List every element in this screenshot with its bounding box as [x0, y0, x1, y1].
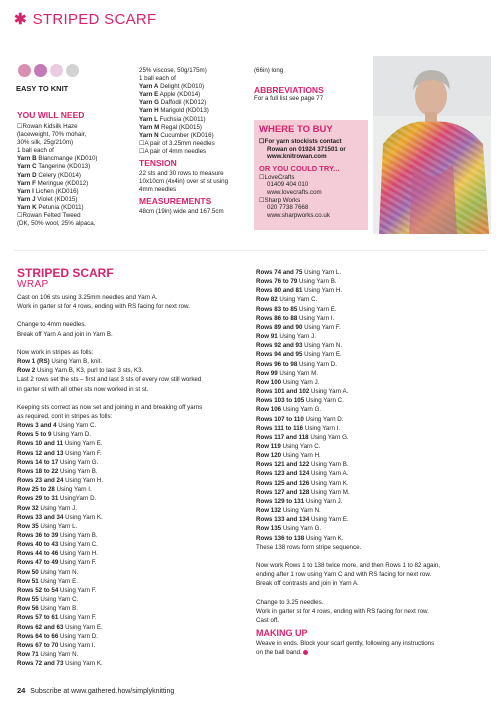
text-line: [256, 552, 488, 561]
text-line: Yarn I Lichen (KD016): [17, 187, 79, 195]
text-line: www.sharpworks.co.uk: [267, 211, 330, 219]
page-title: STRIPED SCARF: [32, 10, 157, 28]
text-line: Rows 83 to 85 Using Yarn E.: [256, 305, 337, 313]
text-line: [17, 394, 247, 403]
text-line: Weave in ends. Block your scarf gently, following any instructions: [256, 640, 435, 648]
difficulty-label: EASY TO KNIT: [16, 84, 69, 93]
text-line: Rows 76 to 79 Using Yarn B.: [256, 278, 337, 286]
text-line: 01409 404 010: [267, 181, 309, 189]
text-line: Rows 12 and 13 Using Yarn F.: [17, 449, 102, 457]
text-line: www.knitrowan.com: [267, 153, 327, 161]
materials-list: [139, 67, 241, 156]
text-line: Rows 121 and 122 Using Yarn B.: [256, 461, 349, 469]
text-line: Cast off.: [256, 616, 279, 624]
text-line: Rows 3 and 4 Using Yarn C.: [17, 422, 97, 430]
text-line: Yarn C Tangerine (KD013): [17, 163, 91, 171]
text-line: Now work Rows 1 to 138 twice more, and then Rows 1 to 82 again,: [256, 561, 440, 569]
text-line: Rows 23 and 24 Using Yarn H.: [17, 477, 104, 485]
text-line: Change to 4mm needles.: [17, 321, 87, 329]
making-up-title: MAKING UP: [256, 628, 308, 639]
text-line: Rows 103 to 105 Using Yarn C.: [256, 397, 344, 405]
text-line: Keeping sts correct as now set and joining in and breaking off yarns: [17, 403, 203, 411]
text-line: (DK, 50% wool, 25% alpaca,: [17, 220, 96, 228]
measurements-title: MEASUREMENTS: [139, 196, 212, 207]
tension-title: TENSION: [139, 158, 177, 169]
text-line: Rows 52 to 54 Using Yarn F.: [17, 586, 97, 594]
pattern-instructions-right: [256, 268, 488, 657]
text-line: Rows 14 to 17 Using Yarn G.: [17, 458, 99, 466]
text-line: Now work in stripes as folls:: [17, 348, 94, 356]
text-line: Rows 125 and 126 Using Yarn K.: [256, 479, 349, 487]
text-line: 020 7738 7668: [267, 204, 309, 212]
text-line: 30% silk, 25g/210m): [17, 139, 74, 147]
text-line: Break off contrasts and join in Yarn A.: [256, 580, 359, 588]
text-line: Yarn B Blancmange (KD010): [17, 155, 98, 163]
measurements-continued: [254, 67, 374, 103]
text-line: Cast on 106 sts using 3.25mm needles and Yarn A.: [17, 294, 158, 301]
text-line: (laceweight, 70% mohair,: [17, 131, 87, 139]
text-line: 4mm needles: [139, 186, 177, 194]
text-line: Yarn J Violet (KD015): [17, 195, 78, 203]
you-will-need-title: YOU WILL NEED: [17, 110, 85, 120]
text-line: Yarn D Celery (KD014): [17, 171, 81, 179]
text-line: Row 1 (RS) Using Yarn B, knit.: [17, 358, 103, 366]
text-line: Row 32 Using Yarn J.: [17, 504, 77, 512]
text-line: Rows 57 to 61 Using Yarn F.: [17, 614, 97, 622]
text-line: Change to 3.25 needles.: [256, 598, 324, 606]
end-dot-icon: [303, 650, 308, 655]
text-line: [17, 339, 247, 348]
text-line: Break off Yarn A and join in Yarn B.: [17, 330, 113, 338]
you-will-need-list: [17, 123, 135, 228]
text-line: Yarn N Cucumber (KD016): [139, 131, 214, 139]
text-line: ☐For yarn stockists contact: [259, 138, 342, 145]
text-line: Rows 107 to 110 Using Yarn D.: [256, 415, 344, 423]
measurements-cont-text: [254, 67, 374, 75]
text-line: Rows 64 to 66 Using Yarn D.: [17, 632, 98, 640]
text-line: Yarn F Meringue (KD012): [17, 179, 89, 187]
text-line: on the ball band.: [256, 648, 488, 657]
text-line: (66in) long: [254, 67, 284, 74]
or-you-could-try-title: OR YOU COULD TRY...: [259, 163, 340, 173]
text-line: Yarn M Regal (KD015): [139, 123, 202, 131]
text-line: ☐A pair of 3.25mm needles: [139, 139, 215, 147]
page-header: [14, 10, 157, 28]
where-to-buy-title: WHERE TO BUY: [259, 124, 333, 135]
text-line: Row 132 Using Yarn N.: [256, 507, 321, 515]
text-line: Rows 62 and 63 Using Yarn E.: [17, 623, 103, 631]
text-line: as required, cont in stripes as folls:: [17, 412, 113, 420]
text-line: Row 120 Using Yarn H.: [256, 452, 321, 460]
asterisk-icon: ✱: [14, 11, 27, 28]
text-line: 1 ball each of: [139, 75, 176, 83]
text-line: Yarn E Apple (KD014): [139, 91, 201, 99]
text-line: Rows 89 and 90 Using Yarn F.: [256, 323, 341, 331]
materials-continued: [139, 67, 241, 216]
model-photo: [373, 56, 491, 234]
text-line: 1 ball each of: [17, 147, 54, 155]
text-line: Row 35 Using Yarn L.: [17, 522, 78, 530]
measurements-text: [139, 208, 241, 216]
text-line: Row 50 Using Yarn N.: [17, 568, 79, 576]
text-line: Rows 10 and 11 Using Yarn E.: [17, 440, 103, 448]
text-line: Row 135 Using Yarn G.: [256, 525, 322, 533]
text-line: Rows 136 to 138 Using Yarn K.: [256, 534, 344, 542]
page-footer: [17, 686, 174, 695]
text-line: Rows 74 and 75 Using Yarn L.: [256, 269, 342, 276]
pattern-subtitle: WRAP: [17, 279, 49, 290]
text-line: [17, 311, 247, 320]
text-line: Rows 94 and 95 Using Yarn E.: [256, 351, 342, 359]
text-line: in garter st with all other sts now worked in st st.: [17, 385, 149, 393]
text-line: Row 2 Using Yarn B, K3, purl to last 3 sts, K3.: [17, 367, 144, 375]
text-line: 25% viscose, 50g/175m): [139, 67, 207, 74]
text-line: 10x10cm (4x4in) over st st using: [139, 178, 229, 186]
text-line: Rows 33 and 34 Using Yarn K.: [17, 513, 103, 521]
text-line: Row 99 Using Yarn M.: [256, 369, 319, 377]
text-line: These 138 rows form stripe sequence.: [256, 543, 362, 551]
text-line: Rows 86 to 88 Using Yarn I.: [256, 314, 335, 322]
text-line: For a full list see page 77: [254, 95, 324, 103]
text-line: ☐A pair of 4mm needles: [139, 147, 207, 155]
text-line: Rows 117 and 118 Using Yarn G.: [256, 433, 349, 441]
pattern-instructions-left: [17, 293, 247, 668]
text-line: Rows 133 and 134 Using Yarn E.: [256, 516, 349, 524]
text-line: Yarn L Fuchsia (KD011): [139, 115, 206, 123]
text-line: Row 91 Using Yarn J.: [256, 333, 316, 341]
abbreviations-text: [254, 95, 374, 103]
text-line: Row 119 Using Yarn C.: [256, 442, 321, 450]
text-line: Rows 96 to 98 Using Yarn D.: [256, 360, 337, 368]
text-line: Rows 5 to 9 Using Yarn D.: [17, 431, 92, 439]
subscribe-text: Subscribe at www.gathered.how/simplyknitting: [30, 688, 175, 695]
text-line: [256, 588, 488, 597]
text-line: Rows 111 to 116 Using Yarn I.: [256, 424, 341, 432]
text-line: ending after 1 row using Yarn C and with RS facing for next row.: [256, 571, 432, 579]
text-line: ☐Sharp Works: [259, 196, 301, 204]
text-line: Yarn K Petunia (KD011): [17, 203, 84, 211]
text-line: Rowan on 01924 371501 or: [267, 145, 346, 153]
text-line: Yarn A Delight (KD010): [139, 83, 205, 91]
text-line: Work in garter st for 4 rows, ending with RS facing for next row.: [17, 303, 190, 311]
text-line: Row 82 Using Yarn C.: [256, 296, 318, 304]
text-line: ☐Rowan Felted Tweed: [17, 212, 81, 220]
text-line: Row 51 Using Yarn E.: [17, 577, 78, 585]
text-line: Rows 127 and 128 Using Yarn M.: [256, 488, 350, 496]
pattern-rows-right: [256, 268, 488, 625]
where-to-buy-list: [259, 138, 363, 161]
page-number: 24: [17, 686, 26, 695]
text-line: Rows 123 and 124 Using Yarn A.: [256, 470, 349, 478]
text-line: Rows 67 to 70 Using Yarn I.: [17, 641, 96, 649]
making-up-text: [256, 639, 488, 657]
text-line: Rows 36 to 39 Using Yarn B.: [17, 532, 98, 540]
abbreviations-title: ABBREVIATIONS: [254, 85, 324, 96]
text-line: Rows 72 and 73 Using Yarn K.: [17, 660, 103, 668]
text-line: Yarn H Marigold (KD013): [139, 107, 209, 115]
text-line: Rows 80 and 81 Using Yarn H.: [256, 287, 343, 295]
text-line: Rows 18 to 22 Using Yarn B.: [17, 467, 98, 475]
text-line: Last 2 rows set the sts – first and last 3 sts of every row still worked: [17, 376, 202, 384]
text-line: Rows 44 to 46 Using Yarn H.: [17, 550, 98, 558]
text-line: 48cm (19in) wide and 167.5cm: [139, 208, 224, 216]
text-line: www.lovecrafts.com: [267, 188, 322, 196]
tension-text: [139, 170, 241, 194]
text-line: Yarn G Daffodil (KD012): [139, 99, 207, 107]
yarn-balls-icon: [18, 64, 82, 77]
text-line: Rows 29 to 31 UsingYarn D.: [17, 495, 97, 503]
text-line: Row 71 Using Yarn N.: [17, 651, 79, 659]
pattern-title: STRIPED SCARF: [17, 266, 114, 280]
section-divider: [14, 250, 486, 251]
you-will-need-section: [17, 110, 135, 228]
text-line: Row 56 Using Yarn B.: [17, 605, 78, 613]
text-line: 22 sts and 30 rows to measure: [139, 170, 224, 178]
text-line: Work in garter st for 4 rows, ending with RS facing for next row.: [256, 607, 429, 615]
alternative-stockists-list: [259, 174, 363, 220]
text-line: Rows 92 and 93 Using Yarn N.: [256, 342, 343, 350]
text-line: Row 25 to 28 Using Yarn I.: [17, 486, 92, 494]
text-line: ☐Rowan Kidsilk Haze: [17, 123, 78, 130]
text-line: Rows 40 to 43 Using Yarn C.: [17, 541, 98, 549]
text-line: Row 100 Using Yarn J.: [256, 378, 320, 386]
text-line: Row 55 Using Yarn C.: [17, 596, 79, 604]
text-line: Rows 101 and 102 Using Yarn A.: [256, 388, 349, 396]
text-line: Rows 47 to 49 Using Yarn F.: [17, 559, 97, 567]
where-to-buy-box: [254, 120, 368, 230]
text-line: Rows 129 to 131 Using Yarn J.: [256, 497, 343, 505]
text-line: Row 106 Using Yarn G.: [256, 406, 322, 414]
text-line: ☐LoveCrafts: [259, 173, 295, 181]
